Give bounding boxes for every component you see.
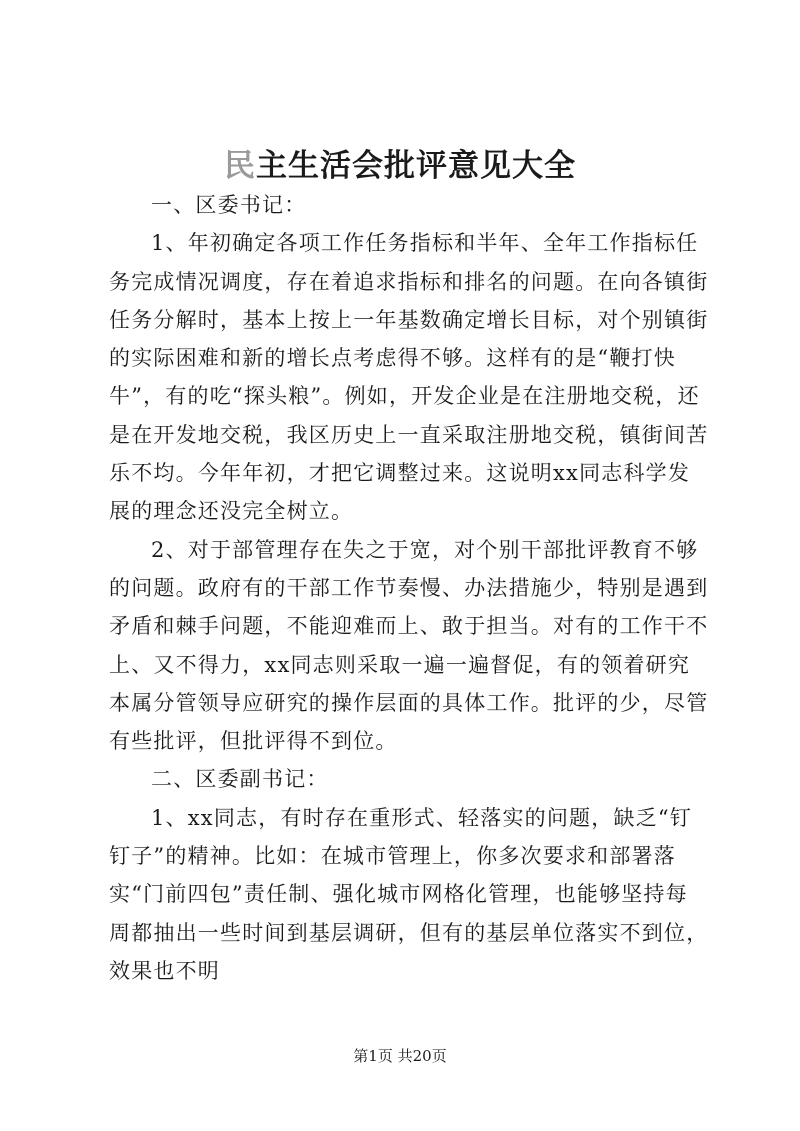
paragraph-2-1: 1、xx同志，有时存在重形式、轻落实的问题，缺乏“钉钉子”的精神。比如：在城市管理上，你多次要求和部署落实“门前四包”责任制、强化城市网格化管理，也能够坚持每周都抽出一些时间到基层调研，但有的基层单位落实不到位，效果也不明 (109, 805, 709, 983)
document-title (0, 140, 800, 185)
section-heading-district-secretary: 一、区委书记： (151, 193, 307, 217)
title-rest: 主生活会批评意见大全 (256, 148, 576, 184)
page-footer: 第1页 共20页 (353, 1047, 447, 1065)
paragraph-1-2: 2、对于部管理存在失之于宽，对个别干部批评教育不够的问题。政府有的干部工作节奏慢、办法措施少，特别是遇到矛盾和棘手问题，不能迎难而上、敢于担当。对有的工作干不上、又不得力，xx同志则采取一遍一遍督促，有的领着研究本属分管领导应研究的操作层面的具体工作。批评的少，尽管有些批评，但批评得不到位。 (109, 537, 709, 754)
document-body (109, 186, 709, 990)
section-heading-deputy-secretary: 二、区委副书记： (151, 767, 329, 792)
paragraph-1-1: 1、年初确定各项工作任务指标和半年、全年工作指标任务完成情况调度，存在着追求指标和排名的问题。在向各镇街任务分解时，基本上按上一年基数确定增长目标，对个别镇街的实际困难和新的增长点考虑得不够。这样有的是“鞭打快牛”，有的吃“探头粮”。例如，开发企业是在注册地交税，还是在开发地交税，我区历史上一直采取注册地交税，镇街间苦乐不均。今年年初，才把它调整过来。这说明xx同志科学发展的理念还没完全树立。 (109, 231, 709, 524)
title-first-char: 民 (224, 148, 256, 184)
